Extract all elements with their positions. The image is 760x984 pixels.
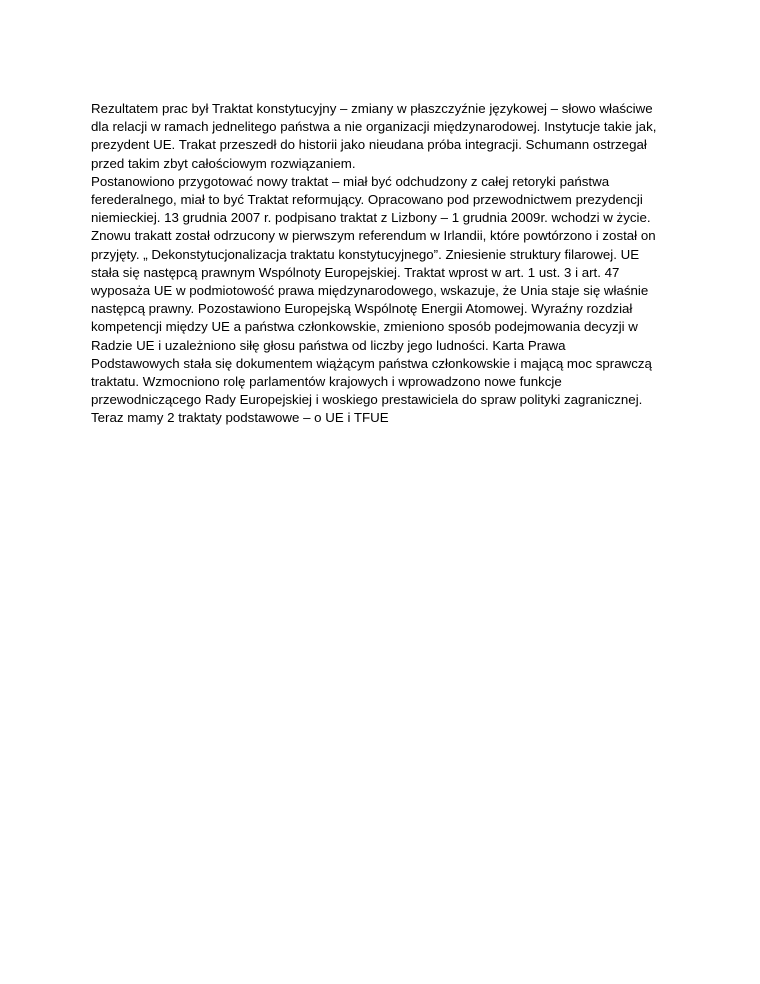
text-line: wyposaża UE w podmiotowość prawa międzynarodowego, wskazuje, że Unia staje się właśnie [91,283,649,299]
text-line: następcą prawny. Pozostawiono Europejską Wspólnotę Energii Atomowej. Wyraźny rozdział [91,301,633,317]
text-line: Radzie UE i uzależniono siłę głosu państwa od liczby jego ludności. Karta Prawa [91,337,566,353]
text-line: Postanowiono przygotować nowy traktat – miał być odchudzony z całej retoryki państwa [91,173,610,189]
text-line: prezydent UE. Trakat przeszedł do historii jako nieudana próba integracji. Schumann ostrzegał [91,137,647,153]
text-line: Podstawowych stała się dokumentem wiążącym państwa członkowskie i mającą moc sprawczą [91,355,652,371]
text-line: niemieckiej. 13 grudnia 2007 r. podpisano traktat z Lizbony – 1 grudnia 2009r. wchodzi w życie. [91,210,651,226]
text-line: Rezultatem prac był Traktat konstytucyjny – zmiany w płaszczyźnie językowej – słowo właściwe [91,101,653,116]
text-line: Znowu trakatt został odrzucony w pierwszym referendum w Irlandii, które powtórzono i został on [91,228,656,244]
text-line: ferederalnego, miał to być Traktat reformujący. Opracowano pod przewodnictwem prezydencji [91,192,643,208]
text-line: przewodniczącego Rady Europejskiej i woskiego prestawiciela do spraw polityki zagranicznej. [91,392,643,408]
text-line: Teraz mamy 2 traktaty podstawowe – o UE i TFUE [91,410,389,426]
text-line: przyjęty. „ Dekonstytucjonalizacja traktatu konstytucyjnego”. Zniesienie struktury filarowej. UE [91,246,640,262]
text-line: stała się następcą prawnym Wspólnoty Europejskiej. Traktat wprost w art. 1 ust. 3 i art. 47 [91,264,620,280]
text-line: traktatu. Wzmocniono rolę parlamentów krajowych i wprowadzono nowe funkcje [91,374,562,390]
text-line: dla relacji w ramach jednelitego państwa a nie organizacji międzynarodowej. Instytucje takie jak, [91,119,657,135]
text-line: przed takim zbyt całościowym rozwiązaniem. [91,155,356,171]
body-text [91,100,691,428]
text-line: kompetencji między UE a państwa członkowskie, zmieniono sposób podejmowania decyzji w [91,319,638,335]
